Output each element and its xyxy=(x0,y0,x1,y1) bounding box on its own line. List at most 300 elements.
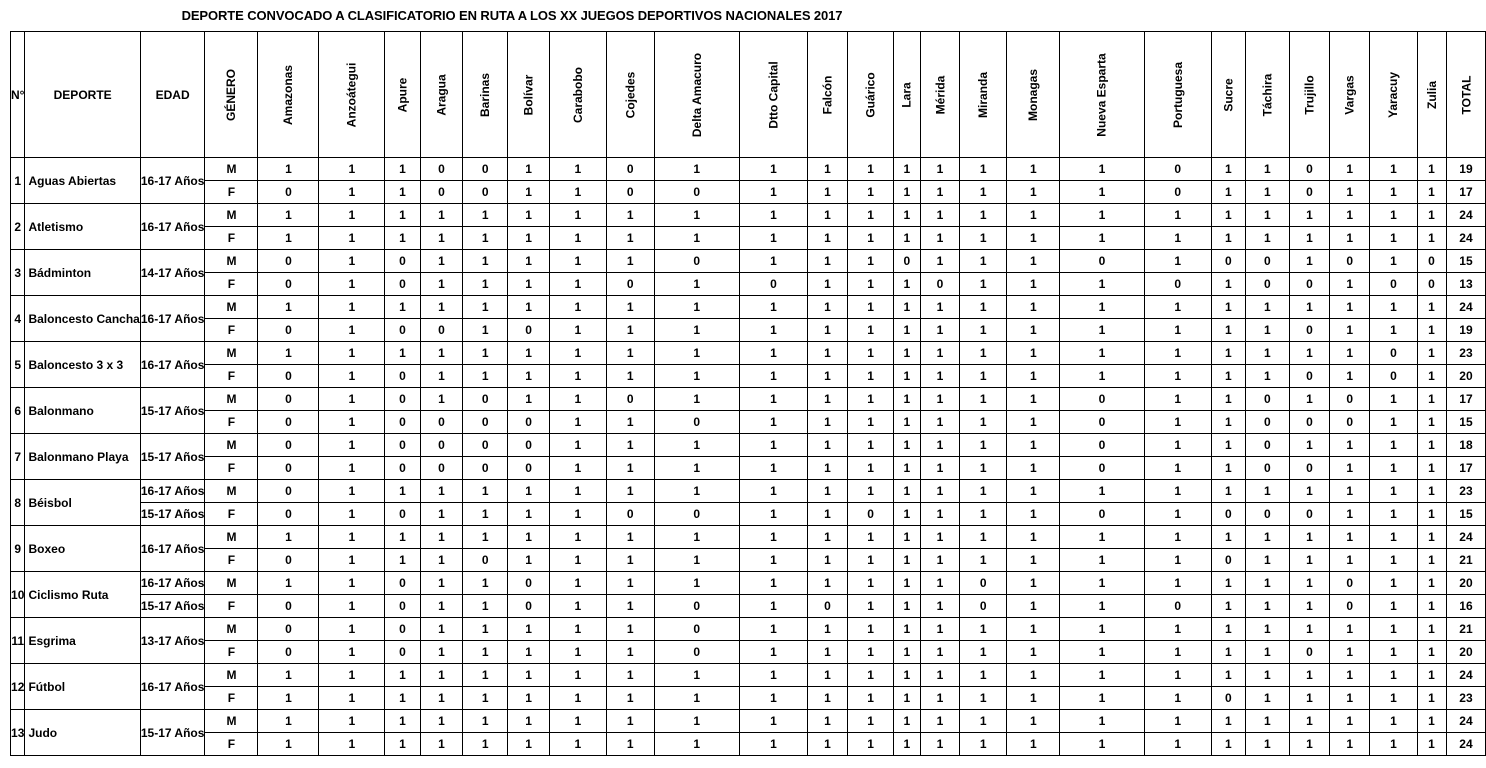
state-value: 1 xyxy=(606,296,654,319)
state-value: 1 xyxy=(1330,342,1370,365)
state-value: 0 xyxy=(606,388,654,411)
state-value: 1 xyxy=(258,526,319,549)
gender-cell: F xyxy=(205,457,258,480)
state-value: 1 xyxy=(960,641,1007,664)
state-value: 1 xyxy=(920,411,960,434)
state-value: 1 xyxy=(1007,595,1060,618)
header-state xyxy=(420,32,462,158)
state-value: 1 xyxy=(847,388,893,411)
state-value: 1 xyxy=(654,434,739,457)
state-value: 1 xyxy=(1060,733,1144,756)
header-state-label: Trujillo xyxy=(1302,74,1317,115)
state-value: 1 xyxy=(319,181,385,204)
state-value: 0 xyxy=(1060,457,1144,480)
state-value: 1 xyxy=(1007,572,1060,595)
state-value: 1 xyxy=(920,572,960,595)
state-value: 1 xyxy=(920,595,960,618)
total-value: 16 xyxy=(1446,595,1486,618)
state-value: 0 xyxy=(1289,181,1329,204)
header-state xyxy=(463,32,508,158)
state-value: 1 xyxy=(508,342,550,365)
header-state xyxy=(1246,32,1290,158)
state-value: 0 xyxy=(385,618,421,641)
state-value: 1 xyxy=(606,618,654,641)
state-value: 1 xyxy=(960,549,1007,572)
gender-cell: F xyxy=(205,733,258,756)
header-state-label: Anzoátegui xyxy=(344,62,359,127)
state-value: 1 xyxy=(1144,411,1211,434)
state-value: 1 xyxy=(1417,480,1446,503)
state-value: 1 xyxy=(808,204,848,227)
gender-cell: M xyxy=(205,664,258,687)
state-value: 1 xyxy=(654,227,739,250)
state-value: 0 xyxy=(508,572,550,595)
state-value: 1 xyxy=(258,733,319,756)
total-value: 19 xyxy=(1446,158,1486,181)
state-value: 1 xyxy=(920,526,960,549)
state-value: 0 xyxy=(1417,273,1446,296)
row-number: 5 xyxy=(11,342,25,388)
state-value: 0 xyxy=(420,411,462,434)
state-value: 1 xyxy=(654,342,739,365)
state-value: 0 xyxy=(508,434,550,457)
sport-name: Béisbol xyxy=(25,480,140,526)
gender-cell: M xyxy=(205,572,258,595)
state-value: 1 xyxy=(847,319,893,342)
state-value: 1 xyxy=(1060,158,1144,181)
state-value: 1 xyxy=(1211,181,1245,204)
state-value: 0 xyxy=(606,273,654,296)
state-value: 1 xyxy=(606,664,654,687)
state-value: 1 xyxy=(1144,618,1211,641)
header-state xyxy=(1289,32,1329,158)
state-value: 1 xyxy=(739,503,807,526)
state-value: 1 xyxy=(549,710,606,733)
state-value: 1 xyxy=(1144,641,1211,664)
state-value: 1 xyxy=(319,227,385,250)
state-value: 1 xyxy=(606,526,654,549)
state-value: 1 xyxy=(549,181,606,204)
state-value: 1 xyxy=(463,733,508,756)
table-row xyxy=(11,411,1486,434)
state-value: 1 xyxy=(808,480,848,503)
state-value: 1 xyxy=(847,457,893,480)
table-row xyxy=(11,158,1486,181)
state-value: 0 xyxy=(1060,503,1144,526)
state-value: 1 xyxy=(549,342,606,365)
gender-cell: M xyxy=(205,296,258,319)
header-gender-label: GÉNERO xyxy=(224,68,239,121)
state-value: 1 xyxy=(847,365,893,388)
state-value: 1 xyxy=(1246,687,1290,710)
state-value: 0 xyxy=(463,158,508,181)
gender-cell: M xyxy=(205,710,258,733)
state-value: 1 xyxy=(960,687,1007,710)
state-value: 1 xyxy=(319,342,385,365)
row-number: 13 xyxy=(11,710,25,756)
state-value: 1 xyxy=(960,227,1007,250)
state-value: 1 xyxy=(894,733,920,756)
state-value: 0 xyxy=(1211,687,1245,710)
table-row xyxy=(11,503,1486,526)
state-value: 0 xyxy=(1144,595,1211,618)
state-value: 0 xyxy=(1289,273,1329,296)
state-value: 1 xyxy=(1007,319,1060,342)
state-value: 1 xyxy=(894,342,920,365)
state-value: 1 xyxy=(654,273,739,296)
state-value: 1 xyxy=(960,503,1007,526)
state-value: 1 xyxy=(549,250,606,273)
age-range: 16-17 Años xyxy=(140,572,205,595)
state-value: 1 xyxy=(606,457,654,480)
state-value: 1 xyxy=(508,250,550,273)
state-value: 1 xyxy=(463,503,508,526)
state-value: 1 xyxy=(1211,733,1245,756)
state-value: 1 xyxy=(463,664,508,687)
state-value: 0 xyxy=(420,319,462,342)
table-row xyxy=(11,365,1486,388)
state-value: 1 xyxy=(549,158,606,181)
state-value: 0 xyxy=(1211,503,1245,526)
table-row xyxy=(11,549,1486,572)
state-value: 0 xyxy=(385,365,421,388)
state-value: 1 xyxy=(1211,227,1245,250)
state-value: 1 xyxy=(258,710,319,733)
state-value: 1 xyxy=(463,319,508,342)
state-value: 0 xyxy=(1211,549,1245,572)
state-value: 0 xyxy=(1289,457,1329,480)
state-value: 1 xyxy=(463,618,508,641)
state-value: 1 xyxy=(508,549,550,572)
state-value: 0 xyxy=(385,250,421,273)
sport-name: Aguas Abiertas xyxy=(25,158,140,204)
state-value: 0 xyxy=(258,273,319,296)
state-value: 0 xyxy=(654,181,739,204)
state-value: 1 xyxy=(654,687,739,710)
state-value: 1 xyxy=(258,204,319,227)
state-value: 1 xyxy=(606,641,654,664)
state-value: 1 xyxy=(808,526,848,549)
state-value: 0 xyxy=(385,388,421,411)
state-value: 1 xyxy=(960,342,1007,365)
state-value: 1 xyxy=(1060,618,1144,641)
state-value: 1 xyxy=(1246,227,1290,250)
state-value: 0 xyxy=(258,434,319,457)
state-value: 1 xyxy=(654,158,739,181)
state-value: 0 xyxy=(258,457,319,480)
state-value: 0 xyxy=(420,181,462,204)
sport-name: Esgrima xyxy=(25,618,140,664)
state-value: 1 xyxy=(739,710,807,733)
state-value: 1 xyxy=(894,434,920,457)
state-value: 1 xyxy=(739,296,807,319)
state-value: 1 xyxy=(960,664,1007,687)
state-value: 1 xyxy=(1007,434,1060,457)
state-value: 0 xyxy=(508,319,550,342)
state-value: 0 xyxy=(258,549,319,572)
state-value: 1 xyxy=(385,733,421,756)
state-value: 0 xyxy=(463,457,508,480)
table-row xyxy=(11,618,1486,641)
state-value: 1 xyxy=(1060,664,1144,687)
total-value: 15 xyxy=(1446,411,1486,434)
state-value: 0 xyxy=(1370,342,1417,365)
age-range: 16-17 Años xyxy=(140,296,205,342)
header-state xyxy=(385,32,421,158)
state-value: 1 xyxy=(1330,296,1370,319)
table-row xyxy=(11,319,1486,342)
state-value: 1 xyxy=(1330,733,1370,756)
state-value: 1 xyxy=(1144,572,1211,595)
header-state xyxy=(1330,32,1370,158)
state-value: 1 xyxy=(1370,710,1417,733)
state-value: 1 xyxy=(894,618,920,641)
state-value: 1 xyxy=(654,388,739,411)
state-value: 1 xyxy=(1289,204,1329,227)
header-state-label: Vargas xyxy=(1342,74,1357,115)
state-value: 0 xyxy=(1144,181,1211,204)
state-value: 1 xyxy=(808,273,848,296)
state-value: 1 xyxy=(739,549,807,572)
table-row xyxy=(11,457,1486,480)
state-value: 1 xyxy=(920,181,960,204)
state-value: 1 xyxy=(808,549,848,572)
state-value: 0 xyxy=(420,158,462,181)
state-value: 1 xyxy=(420,595,462,618)
state-value: 1 xyxy=(549,365,606,388)
state-value: 1 xyxy=(739,457,807,480)
state-value: 1 xyxy=(1144,342,1211,365)
state-value: 1 xyxy=(1144,204,1211,227)
state-value: 1 xyxy=(1370,503,1417,526)
page-title: DEPORTE CONVOCADO A CLASIFICATORIO EN RUTA A LOS XX JUEGOS DEPORTIVOS NACIONALES 2017 xyxy=(181,8,843,23)
state-value: 1 xyxy=(847,181,893,204)
sport-name: Fútbol xyxy=(25,664,140,710)
state-value: 1 xyxy=(1330,480,1370,503)
state-value: 1 xyxy=(960,204,1007,227)
state-value: 0 xyxy=(420,434,462,457)
state-value: 1 xyxy=(739,250,807,273)
state-value: 1 xyxy=(1417,687,1446,710)
state-value: 1 xyxy=(420,687,462,710)
state-value: 1 xyxy=(847,411,893,434)
state-value: 1 xyxy=(606,204,654,227)
state-value: 1 xyxy=(1144,710,1211,733)
state-value: 1 xyxy=(1370,250,1417,273)
state-value: 1 xyxy=(1417,181,1446,204)
row-number: 3 xyxy=(11,250,25,296)
state-value: 1 xyxy=(1370,480,1417,503)
state-value: 0 xyxy=(654,618,739,641)
state-value: 0 xyxy=(463,434,508,457)
state-value: 0 xyxy=(1330,411,1370,434)
state-value: 1 xyxy=(1060,365,1144,388)
age-range: 15-17 Años xyxy=(140,388,205,434)
state-value: 1 xyxy=(960,319,1007,342)
state-value: 0 xyxy=(1417,250,1446,273)
state-value: 1 xyxy=(1417,296,1446,319)
sport-name: Baloncesto Cancha xyxy=(25,296,140,342)
state-value: 1 xyxy=(1060,319,1144,342)
state-value: 1 xyxy=(1417,434,1446,457)
state-value: 1 xyxy=(1330,273,1370,296)
state-value: 1 xyxy=(1370,457,1417,480)
state-value: 1 xyxy=(1144,480,1211,503)
total-value: 15 xyxy=(1446,250,1486,273)
state-value: 1 xyxy=(1417,618,1446,641)
total-value: 17 xyxy=(1446,457,1486,480)
header-state-label: Barinas xyxy=(478,72,493,117)
state-value: 0 xyxy=(894,250,920,273)
state-value: 1 xyxy=(1246,641,1290,664)
state-value: 1 xyxy=(1246,480,1290,503)
total-value: 15 xyxy=(1446,503,1486,526)
state-value: 1 xyxy=(847,641,893,664)
sport-name: Bádminton xyxy=(25,250,140,296)
state-value: 1 xyxy=(1060,480,1144,503)
state-value: 1 xyxy=(894,572,920,595)
state-value: 1 xyxy=(739,618,807,641)
state-value: 0 xyxy=(258,618,319,641)
state-value: 1 xyxy=(960,250,1007,273)
state-value: 1 xyxy=(739,595,807,618)
state-value: 1 xyxy=(808,618,848,641)
state-value: 1 xyxy=(808,342,848,365)
state-value: 1 xyxy=(739,365,807,388)
state-value: 0 xyxy=(606,181,654,204)
state-value: 0 xyxy=(508,595,550,618)
state-value: 1 xyxy=(1007,273,1060,296)
state-value: 1 xyxy=(549,503,606,526)
state-value: 1 xyxy=(1417,549,1446,572)
state-value: 1 xyxy=(847,664,893,687)
state-value: 1 xyxy=(1289,687,1329,710)
state-value: 1 xyxy=(739,342,807,365)
state-value: 1 xyxy=(1007,411,1060,434)
state-value: 0 xyxy=(463,388,508,411)
state-value: 0 xyxy=(258,595,319,618)
state-value: 1 xyxy=(1370,204,1417,227)
total-value: 23 xyxy=(1446,687,1486,710)
sport-name: Atletismo xyxy=(25,204,140,250)
state-value: 1 xyxy=(808,227,848,250)
state-value: 1 xyxy=(1246,319,1290,342)
total-value: 13 xyxy=(1446,273,1486,296)
age-range: 15-17 Años xyxy=(140,710,205,756)
state-value: 0 xyxy=(847,503,893,526)
state-value: 0 xyxy=(739,273,807,296)
state-value: 1 xyxy=(1007,710,1060,733)
header-num: N° xyxy=(11,32,25,158)
state-value: 1 xyxy=(1370,618,1417,641)
state-value: 1 xyxy=(1370,641,1417,664)
state-value: 1 xyxy=(894,204,920,227)
state-value: 1 xyxy=(606,365,654,388)
state-value: 1 xyxy=(808,365,848,388)
state-value: 1 xyxy=(1144,434,1211,457)
state-value: 1 xyxy=(1289,296,1329,319)
state-value: 1 xyxy=(606,710,654,733)
state-value: 1 xyxy=(508,365,550,388)
state-value: 1 xyxy=(1060,595,1144,618)
row-number: 2 xyxy=(11,204,25,250)
header-state-label: Miranda xyxy=(976,71,991,118)
state-value: 1 xyxy=(1289,549,1329,572)
state-value: 1 xyxy=(847,733,893,756)
state-value: 1 xyxy=(808,388,848,411)
header-state xyxy=(1060,32,1144,158)
state-value: 1 xyxy=(1246,204,1290,227)
state-value: 1 xyxy=(1007,158,1060,181)
state-value: 1 xyxy=(960,618,1007,641)
state-value: 1 xyxy=(739,687,807,710)
table-row xyxy=(11,595,1486,618)
state-value: 1 xyxy=(1417,388,1446,411)
table-body xyxy=(11,158,1486,756)
state-value: 1 xyxy=(1246,572,1290,595)
state-value: 0 xyxy=(463,549,508,572)
state-value: 1 xyxy=(894,365,920,388)
age-range: 15-17 Años xyxy=(140,434,205,480)
state-value: 1 xyxy=(920,204,960,227)
state-value: 1 xyxy=(1007,342,1060,365)
state-value: 0 xyxy=(385,457,421,480)
state-value: 1 xyxy=(606,434,654,457)
state-value: 1 xyxy=(1289,526,1329,549)
table-row xyxy=(11,434,1486,457)
header-state xyxy=(1144,32,1211,158)
age-range: 15-17 Años xyxy=(140,503,205,526)
header-total-label: TOTAL xyxy=(1458,75,1473,114)
table-row xyxy=(11,687,1486,710)
state-value: 0 xyxy=(1289,503,1329,526)
header-state-label: Falcón xyxy=(820,75,835,114)
state-value: 0 xyxy=(1289,319,1329,342)
state-value: 1 xyxy=(808,664,848,687)
header-state-label: Guárico xyxy=(863,71,878,118)
state-value: 1 xyxy=(1370,664,1417,687)
state-value: 1 xyxy=(1007,687,1060,710)
state-value: 0 xyxy=(808,595,848,618)
state-value: 0 xyxy=(1060,434,1144,457)
gender-cell: F xyxy=(205,319,258,342)
gender-cell: F xyxy=(205,273,258,296)
gender-cell: M xyxy=(205,204,258,227)
state-value: 0 xyxy=(385,503,421,526)
state-value: 1 xyxy=(319,480,385,503)
state-value: 1 xyxy=(420,549,462,572)
state-value: 1 xyxy=(739,181,807,204)
state-value: 1 xyxy=(258,296,319,319)
state-value: 1 xyxy=(1060,227,1144,250)
age-range: 16-17 Años xyxy=(140,664,205,710)
state-value: 1 xyxy=(1417,204,1446,227)
gender-cell: M xyxy=(205,388,258,411)
header-age: EDAD xyxy=(140,32,205,158)
age-range: 16-17 Años xyxy=(140,480,205,503)
state-value: 1 xyxy=(808,572,848,595)
state-value: 1 xyxy=(1211,572,1245,595)
state-value: 1 xyxy=(1007,664,1060,687)
state-value: 1 xyxy=(1289,434,1329,457)
state-value: 1 xyxy=(920,158,960,181)
state-value: 1 xyxy=(1370,687,1417,710)
state-value: 1 xyxy=(1211,457,1245,480)
state-value: 1 xyxy=(606,411,654,434)
header-state-label: Nueva Esparta xyxy=(1094,52,1109,137)
state-value: 1 xyxy=(739,319,807,342)
state-value: 1 xyxy=(1246,158,1290,181)
